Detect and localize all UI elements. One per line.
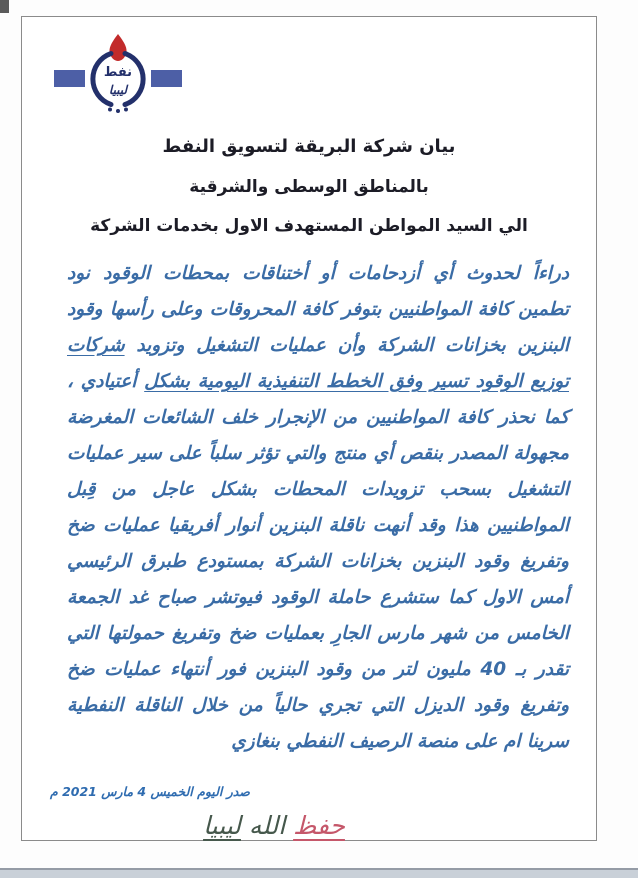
statement-region-subtitle: بالمناطق الوسطى والشرقية xyxy=(189,177,429,197)
signature-word-hafidha: حفظ xyxy=(293,811,345,840)
document-border-frame xyxy=(21,16,597,841)
logo-center-word: نفط xyxy=(103,65,133,80)
scan-corner-artifact xyxy=(0,0,9,13)
statement-title: بيان شركة البريقة لتسويق النفط xyxy=(162,136,456,157)
signature-phrase xyxy=(0,811,561,840)
flame-icon xyxy=(109,34,126,61)
body-underlined-passage: شركات توزيع الوقود تسير وفق الخطط التنفيذية اليومية بشكل xyxy=(67,335,569,392)
body-segment-before: دراءاً لحدوث أي أزدحامات أو أختناقات بمحطات الوقود نود تطمين كافة المواطنيين بتوفر كافة المحروقات وعلى رأسها وقود البنزين بخزانات الشركة وأن عمليات التشغيل وتزويد xyxy=(67,263,569,356)
statement-body xyxy=(22,256,596,760)
noc-logo xyxy=(54,33,182,113)
logo-dot xyxy=(108,108,112,112)
signature-word-allah: الله xyxy=(248,811,286,840)
signature-word-libya: ليبيا xyxy=(203,811,241,840)
logo-bottom-word: ليبيا xyxy=(108,83,128,97)
logo-dot xyxy=(124,108,128,112)
logo-right-bar xyxy=(151,70,182,87)
body-segment-after: أعتيادي ، كما نحذر كافة المواطنيين من الإنجرار خلف الشائعات المغرضة مجهولة المصدر بنقص أي منتج والتي تؤثر سلباً على سير عمليات التشغيل بسحب تزويدات المحطات بشكل عاجل من قِبل المواطنيين هذا وقد أنهت ناقلة البنزين أنوار أفريقيا عمليات ضخ وتفريغ وقود البنزين بخزانات الشركة بمستودع طبرق الرئيسي أمس الاول كما ستشرع حاملة الوقود فيوتشر صباح غد الجمعة الخامس من شهر مارس الجارِ بعمليات ضخ وتفريغ حمولتها التي تقدر بـ 40 مليون لتر من وقود البنزين فور أنتهاء عمليات ضخ وتفريغ وقود الديزل التي تجري حالياً من خلال الناقلة النفطية سرينا ام على منصة الرصيف النفطي بنغازي xyxy=(67,371,569,752)
statement-addressee: الي السيد المواطن المستهدف الاول بخدمات الشركة xyxy=(90,216,528,236)
scan-bottom-edge xyxy=(0,868,638,878)
issue-date-line: صدر اليوم الخميس 4 مارس 2021 م xyxy=(50,784,250,799)
noc-logo-svg xyxy=(54,33,182,113)
headings-block xyxy=(22,135,596,238)
logo-left-bar xyxy=(54,70,85,87)
logo-dot xyxy=(116,109,120,113)
